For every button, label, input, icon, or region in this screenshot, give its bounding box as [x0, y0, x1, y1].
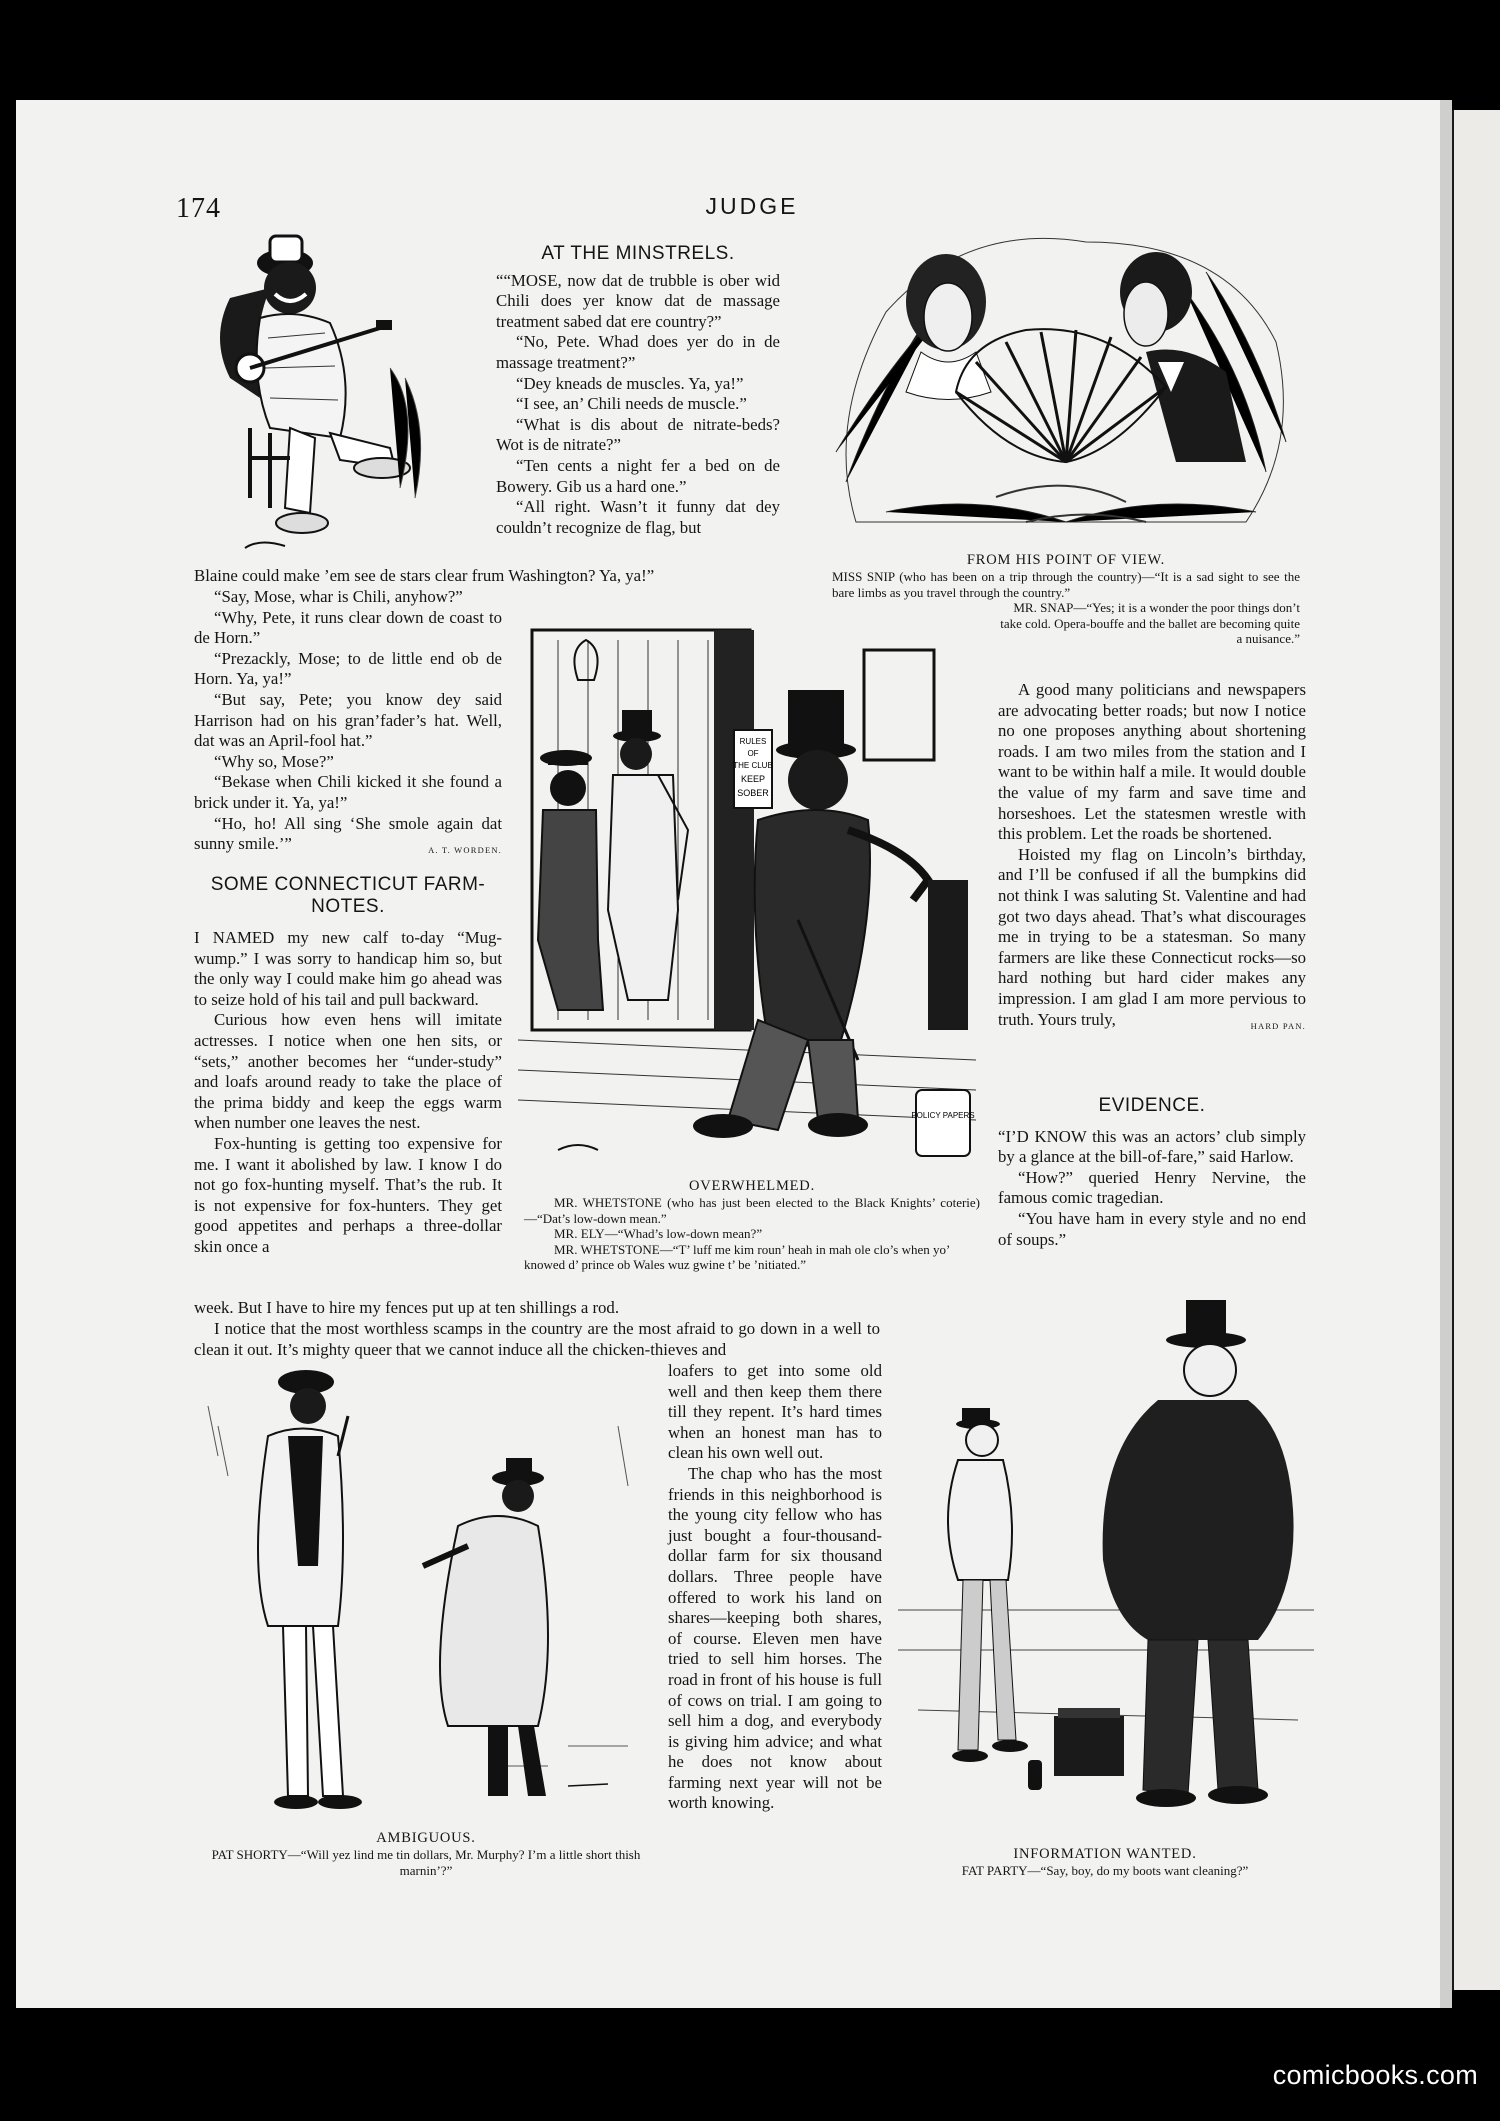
minstrels-paragraph: “What is dis about de nitrate-beds? Wot is de nitrate?”	[496, 414, 780, 455]
club-rules-sign-line: SOBER	[737, 788, 769, 798]
evidence-article	[998, 1096, 1306, 1250]
club-rules-sign-line: THE CLUB	[733, 761, 773, 770]
farm-notes-signature: HARD PAN.	[1250, 1020, 1306, 1031]
farm-notes-continued	[194, 1319, 880, 1360]
site-watermark: comicbooks.com	[1272, 2060, 1478, 2090]
farm-notes-right-column	[998, 680, 1306, 1036]
minstrels-paragraph: “Prezackly, Mose; to de little end ob de Horn. Ya, ya!”	[194, 648, 502, 689]
minstrels-paragraph: “Bekase when Chili kicked it she found a brick under it. Ya, ya!”	[194, 772, 502, 812]
farm-notes-paragraph: The chap who has the most friends in this neighborhood is the young city fellow who has just bought a four-thousand-dollar farm for six thousand dollars. Three people have offered to work his land on shares—keeping both shares, of course. Eleven men have tried to sell him horses. The road in front of his house is full of cows on trial. I am going to sell him a dog, and everybody is giving him advice; and what he does not know about farming next year will not be worth knowing.	[668, 1463, 882, 1813]
evidence-paragraph: “You have ham in every style and no end of soups.”	[998, 1208, 1306, 1249]
evidence-paragraph: “I’D KNOW this was an actors’ club simply by a glance at the bill-of-fare,” said Harlow.	[998, 1126, 1306, 1167]
point-of-view-caption-text: MR. SNAP—“Yes; it is a wonder the poor things don’t take cold. Opera-bouffe and the ballet are becoming quite a nuisance.”	[1000, 600, 1300, 646]
minstrels-paragraph: “Why so, Mose?”	[214, 751, 334, 771]
minstrels-paragraph: “Say, Mose, whar is Chili, anyhow?”	[214, 587, 463, 606]
information-wanted-illustration	[898, 1290, 1314, 1840]
minstrels-article-column	[194, 587, 502, 861]
page-number: 174	[176, 193, 221, 224]
farm-notes-paragraph: I notice that the most worthless scamps in the country are the most afraid to go down in a well to clean it out. It’s mighty queer that we cannot induce all the chicken-thieves and	[194, 1319, 880, 1359]
overwhelmed-caption-text: MR. ELY—“Whad’s low-down mean?”	[554, 1226, 763, 1241]
minstrels-signature: A. T. WORDEN.	[428, 845, 502, 856]
information-wanted-caption	[900, 1846, 1310, 1879]
minstrels-article	[496, 244, 780, 538]
farm-notes-paragraph: Hoisted my flag on Lincoln’s birthday, and I’ll be confused if all the bumpkins did not think I was saluting St. Valentine and had got two days ahead. That’s what discourages me in trying to be a statesman. So many farmers are like these Connecticut rocks—so hard nothing but hard cider makes any impression. I am glad I am more pervious to truth. Yours truly, HARD PAN.	[998, 845, 1306, 1030]
information-wanted-caption-title: INFORMATION WANTED.	[1013, 1846, 1197, 1862]
minstrels-paragraph: “Dey kneads de muscles. Ya, ya!”	[516, 373, 744, 393]
ambiguous-caption-title: AMBIGUOUS.	[376, 1830, 476, 1846]
farm-notes-paragraph: Fox-hunting is getting too expensive for me. I want it abolished by law. I know I do not go fox-hunting myself. That’s the rub. It is not expensive for fox-hunters. They get good appetites and perhaps a three-dollar skin once a	[194, 1133, 502, 1256]
farm-notes-paragraph: loafers to get into some old well and then keep them there till they repent. It’s hard times when an honest man has to clean his own well out.	[668, 1361, 882, 1463]
farm-notes-middle-column	[668, 1361, 882, 1814]
evidence-title: EVIDENCE.	[1098, 1095, 1206, 1116]
farm-notes-paragraph: I NAMED my new calf to-day “Mug-wump.” I was sorry to handicap him so, but the only way I could make him go ahead was to seize hold of his tail and pull backward.	[194, 928, 502, 1009]
minstrels-paragraph: “All right. Wasn’t it funny dat dey couldn’t recognize de flag, but	[496, 497, 780, 537]
club-rules-sign-line: OF	[747, 749, 759, 758]
minstrels-paragraph: “Why, Pete, it runs clear down de coast to de Horn.”	[194, 607, 502, 648]
point-of-view-caption-text: MISS SNIP (who has been on a trip through the country)—“It is a sad sight to see the bare limbs as you travel through the country.”	[832, 569, 1300, 600]
overwhelmed-caption-title: OVERWHELMED.	[689, 1178, 815, 1194]
information-wanted-caption-text: FAT PARTY—“Say, boy, do my boots want cleaning?”	[961, 1863, 1249, 1878]
minstrels-article-continued	[194, 566, 780, 587]
farm-notes-continued	[194, 1298, 894, 1319]
policy-bag-label: POLICY PAPERS	[911, 1111, 975, 1120]
fan-couple-illustration	[826, 222, 1300, 544]
ambiguous-caption-text: PAT SHORTY—“Will yez lind me tin dollars, Mr. Murphy? I’m a little short thish marnin’?”	[211, 1847, 641, 1878]
facing-page-edge	[1452, 110, 1500, 1990]
minstrels-title: AT THE MINSTRELS.	[541, 243, 735, 264]
overwhelmed-caption	[524, 1178, 980, 1273]
overwhelmed-illustration	[518, 620, 976, 1176]
minstrels-paragraph: “I see, an’ Chili needs de muscle.”	[516, 394, 747, 414]
farm-notes-article	[194, 874, 502, 1258]
minstrels-paragraph: ““MOSE, now dat de trubble is ober wid Chili does yer know dat de massage treatment sabed dat ere country?”	[496, 270, 780, 331]
minstrels-paragraph: “No, Pete. Whad does yer do in de massage treatment?”	[496, 332, 780, 372]
overwhelmed-caption-text: MR. WHETSTONE (who has just been elected to the Black Knights’ coterie)—“Dat’s low-down mean.”	[524, 1195, 980, 1226]
farm-notes-paragraph: A good many politicians and newspapers are advocating better roads; but now I notice no one proposes anything about shortening roads. I am two miles from the station and I want to be within half a mile. It would double the value of my farm and save time and horseshoes. Let the statesmen wrestle with this problem. Let the roads be shortened.	[998, 680, 1306, 844]
ambiguous-illustration	[188, 1366, 650, 1820]
ambiguous-caption	[196, 1830, 656, 1878]
point-of-view-caption-title: FROM HIS POINT OF VIEW.	[966, 552, 1166, 568]
minstrels-paragraph: Blaine could make ’em see de stars clear frum Washington? Ya, ya!”	[194, 566, 655, 585]
page-gutter	[1440, 100, 1452, 2008]
farm-notes-paragraph: week. But I have to hire my fences put up at ten shillings a rod.	[194, 1298, 620, 1317]
minstrels-paragraph: “But say, Pete; you know dey said Harrison had on his gran’fader’s hat. Well, dat was an April-fool hat.”	[194, 689, 502, 751]
banjo-minstrel-illustration	[190, 228, 480, 558]
minstrels-paragraph: “Ten cents a night fer a bed on de Bowery. Gib us a hard one.”	[496, 455, 780, 496]
masthead: JUDGE	[705, 193, 799, 219]
farm-notes-paragraph: Curious how even hens will imitate actresses. I notice when one hen sits, or “sets,” another becomes her “under-study” and loafs around ready to take the place of the prima biddy and keep the eggs warm when number one leaves the nest.	[194, 1010, 502, 1133]
minstrels-paragraph: “Ho, ho! All sing ‘She smole again dat sunny smile.’” A. T. WORDEN.	[194, 814, 502, 855]
overwhelmed-caption-text: MR. WHETSTONE—“T’ luff me kim roun’ heah in mah ole clo’s when yo’ knowed d’ prince ob Wales wuz gwine t’ be ’nitiated.”	[524, 1241, 950, 1272]
club-rules-sign-line: RULES	[739, 737, 767, 746]
farm-notes-title: SOME CONNECTICUT FARM-NOTES.	[210, 874, 486, 917]
club-rules-sign-line: KEEP	[740, 774, 766, 784]
evidence-paragraph: “How?” queried Henry Nervine, the famous comic tragedian.	[998, 1167, 1306, 1208]
